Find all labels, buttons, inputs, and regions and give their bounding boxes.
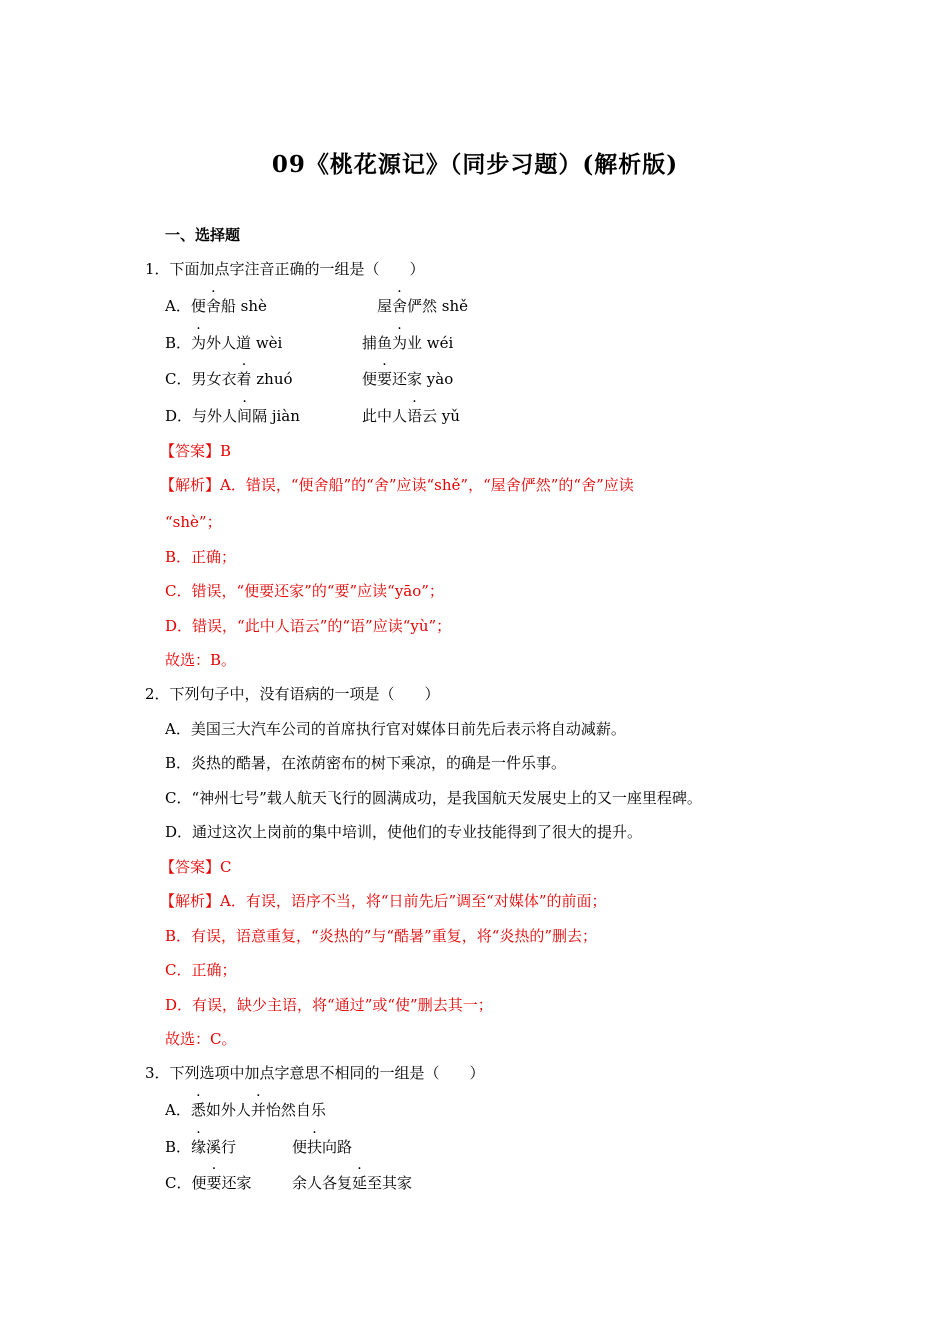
q1-analysis-line: D．错误，“此中人语云”的“语”应读“yù”； xyxy=(165,617,452,635)
q3-option-b: B．缘溪行 xyxy=(165,1138,237,1156)
q1-analysis-line: C．错误，“便要还家”的“要”应读“yāo”； xyxy=(165,582,444,600)
question-1-stem: 1．下面加点字注音正确的一组是（ ） xyxy=(145,260,425,278)
q2-analysis-line: B．有误，语意重复，“炎热的”与“酷暑”重复，将“炎热的”删去； xyxy=(165,927,598,945)
q2-analysis-line: 故选：C。 xyxy=(165,1030,237,1048)
q2-analysis-line: C．正确； xyxy=(165,961,237,979)
q3-option-c: C．便要还家 xyxy=(165,1174,252,1192)
q1-answer: 【答案】B xyxy=(160,442,232,460)
q1-option-c: C．男女衣着 zhuó xyxy=(165,370,293,388)
q3-option-a: A．悉如外人并怡然自乐 xyxy=(165,1101,326,1119)
emphasis-dot-char: 要 xyxy=(377,370,393,388)
q2-option-b: B．炎热的酷暑，在浓荫密布的树下乘凉，的确是一件乐事。 xyxy=(165,754,567,772)
q1-analysis-line: B．正确； xyxy=(165,548,237,566)
page-title: 09《桃花源记》（同步习题）(解析版) xyxy=(271,151,679,178)
q1-option-d: D．与外人间隔 jiàn xyxy=(165,407,300,425)
emphasis-dot-char: 缘 xyxy=(191,1138,207,1156)
q1-option-c-right: 便要还家 yào xyxy=(362,370,454,388)
q2-option-c: C．“神州七号”载人航天飞行的圆满成功，是我国航天发展史上的又一座里程碑。 xyxy=(165,789,702,807)
emphasis-dot-char: 为 xyxy=(191,334,207,352)
section-heading: 一、选择题 xyxy=(165,226,241,244)
q1-analysis-line: “shè”； xyxy=(165,513,222,531)
q1-option-b-right: 捕鱼为业 wéi xyxy=(362,334,454,352)
emphasis-dot-char: 悉 xyxy=(190,1101,206,1119)
emphasis-dot-char: 舍 xyxy=(392,297,408,315)
emphasis-dot-char: 语 xyxy=(407,407,423,425)
q3-option-b-right: 便扶向路 xyxy=(292,1138,353,1156)
q1-option-a: A．便舍船 shè xyxy=(165,297,267,315)
q2-analysis-line: 【解析】A．有误，语序不当，将“日前先后”调至“对媒体”的前面； xyxy=(160,892,607,910)
emphasis-dot-char: 着 xyxy=(236,370,252,388)
emphasis-dot-char: 并 xyxy=(250,1101,266,1119)
question-2-stem: 2．下列句子中，没有语病的一项是（ ） xyxy=(145,685,440,703)
q1-analysis-line: 故选：B。 xyxy=(165,651,237,669)
q3-option-c-right: 余人各复延至其家 xyxy=(292,1174,413,1192)
q1-option-a-right: 屋舍俨然 shě xyxy=(377,297,469,315)
q2-analysis-line: D．有误，缺少主语，将“通过”或“使”删去其一； xyxy=(165,996,493,1014)
emphasis-dot-char: 延 xyxy=(352,1174,368,1192)
emphasis-dot-char: 舍 xyxy=(205,297,221,315)
q2-option-d: D．通过这次上岗前的集中培训，使他们的专业技能得到了很大的提升。 xyxy=(165,823,643,841)
question-3-stem: 3．下列选项中加点字意思不相同的一组是（ ） xyxy=(145,1064,485,1082)
emphasis-dot-char: 扶 xyxy=(307,1138,323,1156)
emphasis-dot-char: 为 xyxy=(392,334,408,352)
emphasis-dot-char: 间 xyxy=(237,407,253,425)
q1-option-d-right: 此中人语云 yǔ xyxy=(362,407,460,425)
emphasis-dot-char: 要 xyxy=(206,1174,222,1192)
q1-analysis-line: 【解析】A．错误，“便舍船”的“舍”应读“shě”，“屋舍俨然”的“舍”应读 xyxy=(160,476,634,494)
q2-answer: 【答案】C xyxy=(160,858,232,876)
q2-option-a: A．美国三大汽车公司的首席执行官对媒体日前先后表示将自动减薪。 xyxy=(165,720,626,738)
q1-option-b: B．为外人道 wèi xyxy=(165,334,283,352)
